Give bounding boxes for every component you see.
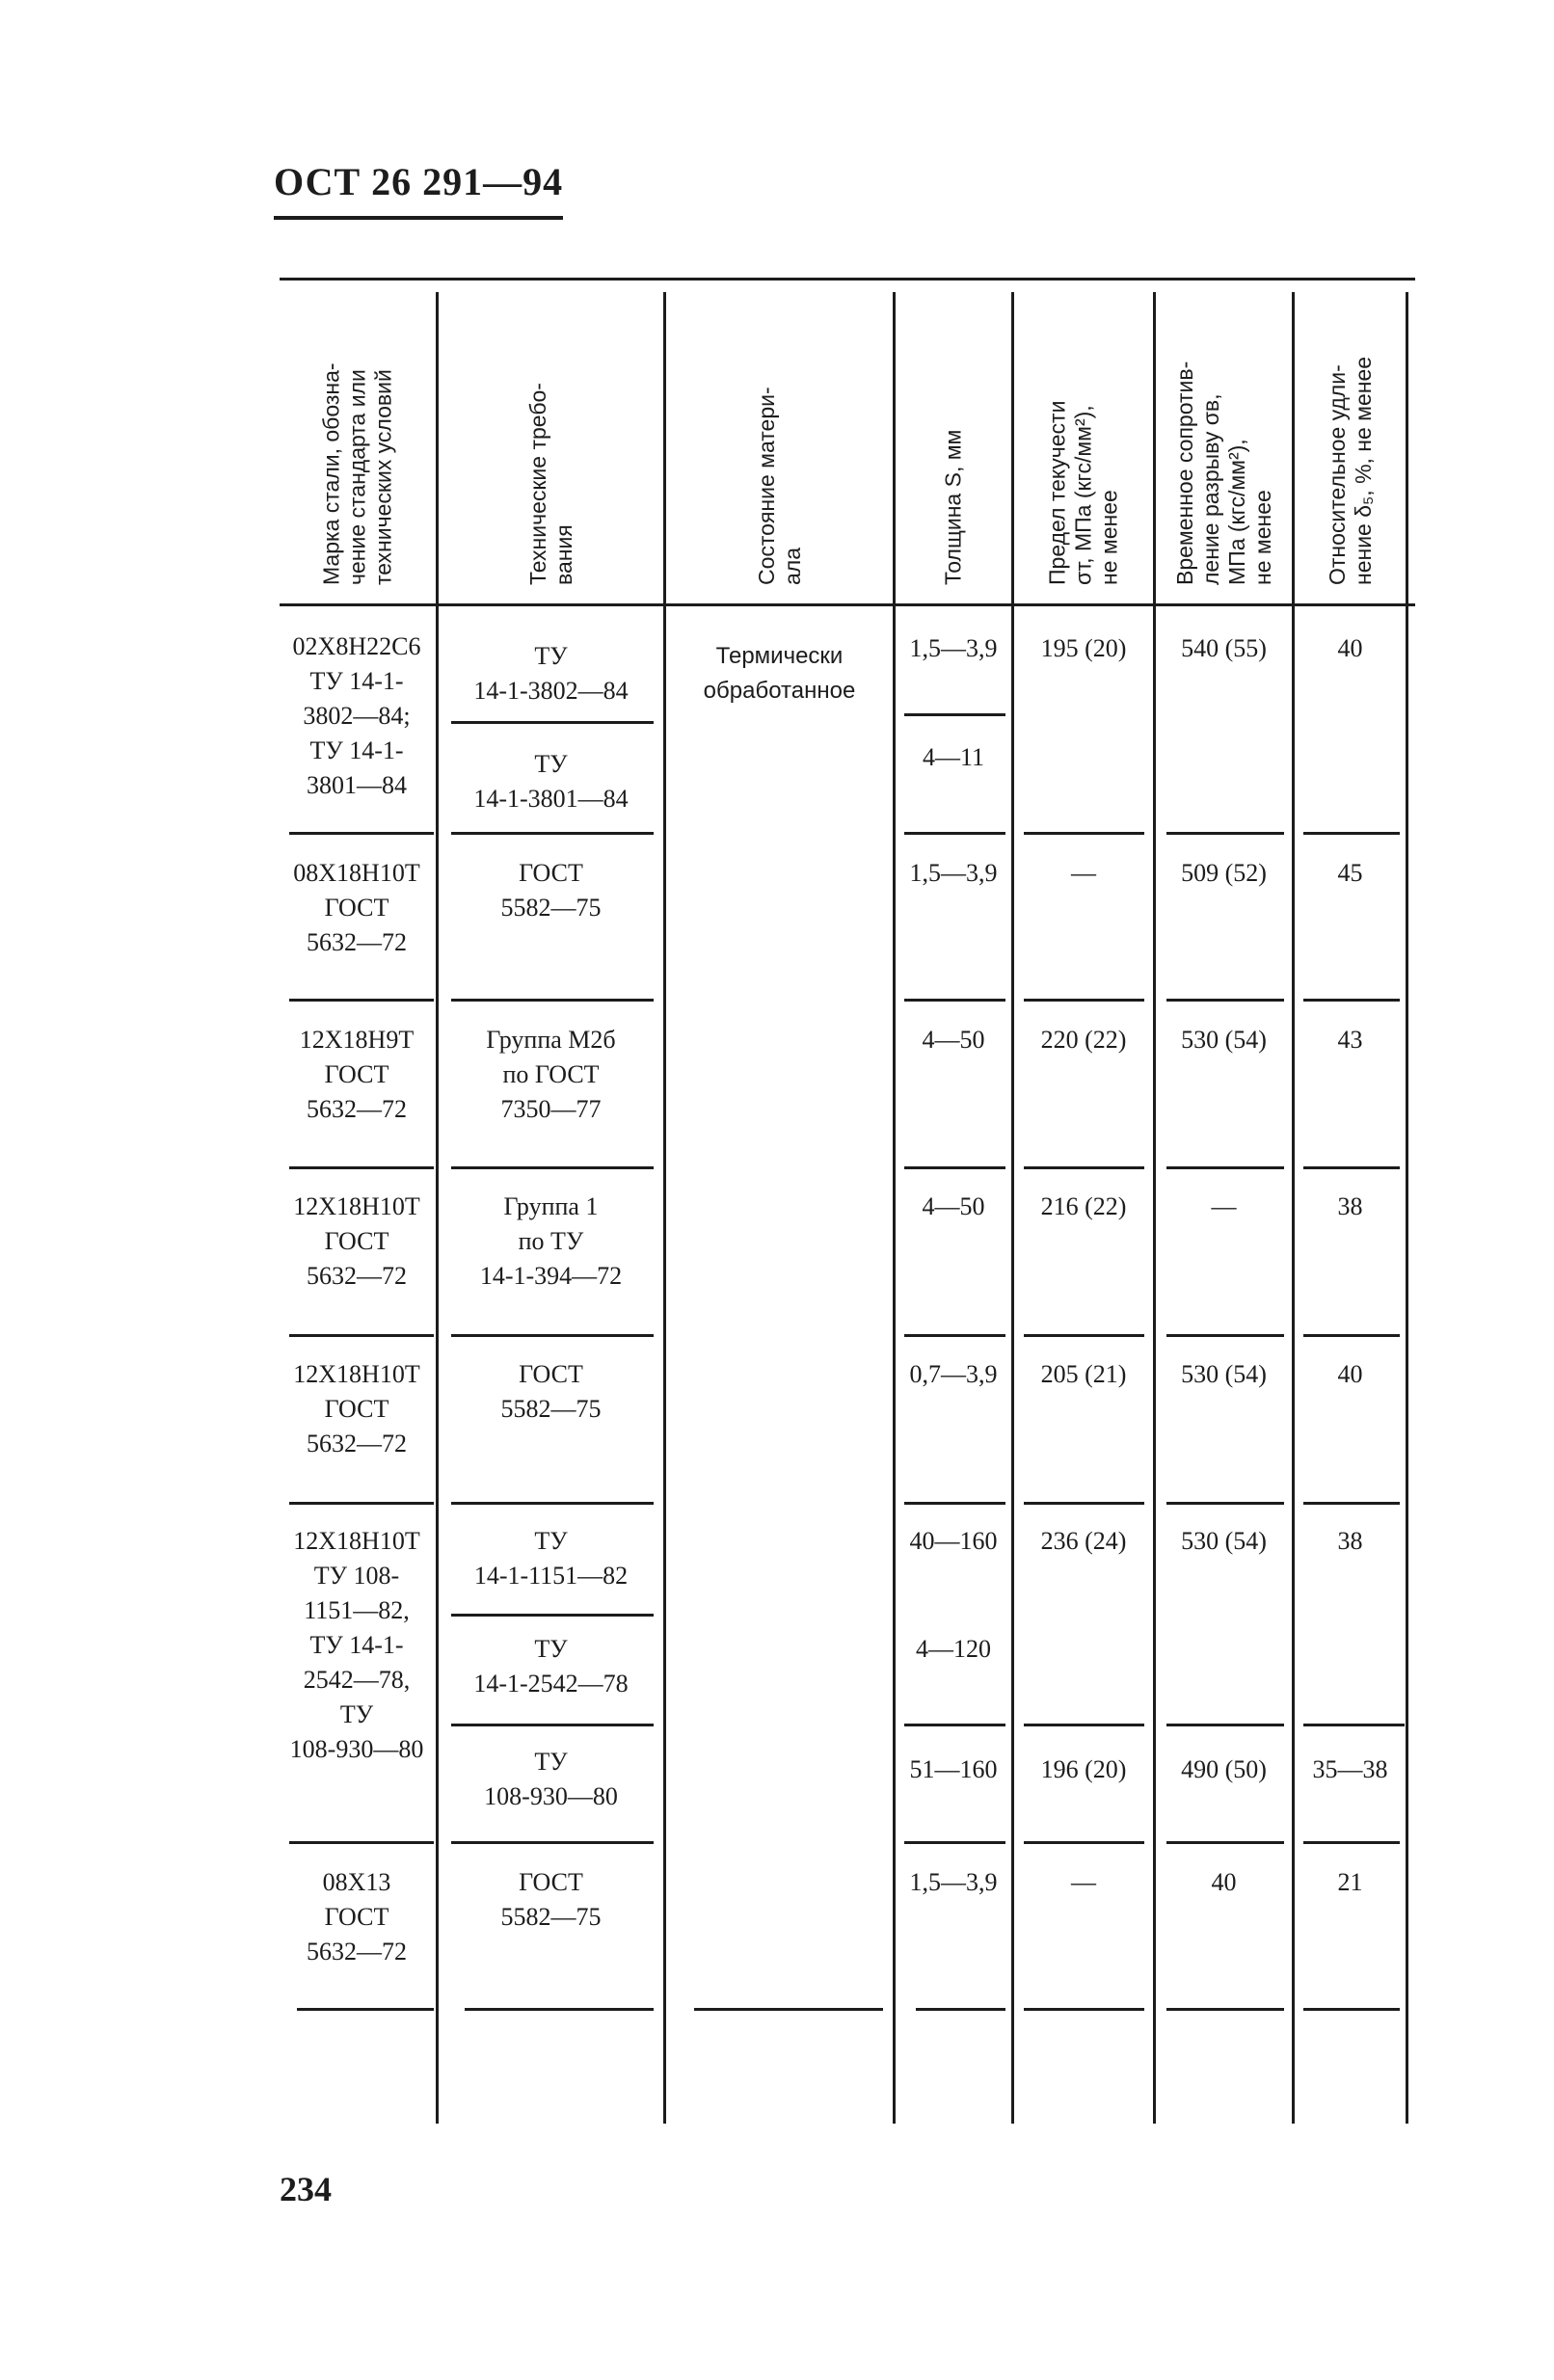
table-cell-requirements: ТУ 14-1-3801—84 — [473, 750, 629, 813]
table-cell-requirements: ГОСТ 5582—75 — [500, 859, 602, 922]
table-cell-elongation: 43 — [1337, 1026, 1363, 1054]
table-cell-yield: — — [1071, 859, 1096, 887]
row-rule — [1024, 1166, 1144, 1169]
sub-row-rule — [1024, 1724, 1144, 1726]
table-cell-elongation: 40 — [1337, 1360, 1363, 1388]
column-header-steel-grade: Марка стали, обозна- чение стандарта или технических условий — [318, 362, 396, 585]
row-rule — [289, 1166, 434, 1169]
row-rule — [1303, 1166, 1400, 1169]
table-cell-tensile: 530 (54) — [1181, 1360, 1267, 1388]
row-rule — [297, 2008, 434, 2011]
row-rule — [1166, 832, 1284, 835]
steel-properties-table — [280, 278, 1415, 2124]
row-rule — [451, 999, 654, 1002]
row-rule — [904, 1841, 1005, 1844]
row-rule — [451, 1166, 654, 1169]
row-rule — [1166, 1166, 1284, 1169]
row-rule — [904, 1502, 1005, 1505]
row-rule — [1024, 1841, 1144, 1844]
column-header-yield-strength: Предел текучести σт, МПа (кгс/мм²), не менее — [1044, 400, 1122, 585]
column-header-material-condition: Состояние матери- ала — [753, 387, 805, 585]
table-cell-steel: 08Х13 ГОСТ 5632—72 — [307, 1868, 407, 1966]
row-rule — [289, 999, 434, 1002]
table-cell-yield: 236 (24) — [1040, 1527, 1127, 1555]
table-cell-requirements: Группа 1 по ТУ 14-1-394—72 — [479, 1192, 623, 1290]
row-rule — [1303, 2008, 1400, 2011]
row-rule — [1024, 999, 1144, 1002]
table-cell-yield: 196 (20) — [1040, 1755, 1127, 1783]
row-rule — [451, 1502, 654, 1505]
sub-row-rule — [1303, 1724, 1405, 1726]
column-header-tensile-strength: Временное сопротив- ление разрыву σв, МПа (кгс/мм²), не менее — [1171, 361, 1275, 585]
table-cell-steel: 12Х18Н10Т ГОСТ 5632—72 — [293, 1360, 420, 1457]
table-cell-tensile: 40 — [1211, 1868, 1237, 1896]
sub-row-rule — [1166, 1724, 1284, 1726]
row-rule — [916, 2008, 1005, 2011]
table-cell-yield: 216 (22) — [1040, 1192, 1127, 1220]
header-bottom-rule — [280, 603, 1415, 606]
sub-row-rule — [451, 721, 654, 724]
row-rule — [451, 1334, 654, 1337]
table-cell-thickness: 4—120 — [916, 1635, 991, 1663]
row-rule — [1024, 1502, 1144, 1505]
table-cell-thickness: 1,5—3,9 — [909, 859, 998, 887]
table-cell-thickness: 40—160 — [909, 1527, 998, 1555]
table-cell-tensile: — — [1211, 1192, 1237, 1220]
row-rule — [289, 1502, 434, 1505]
row-rule — [1166, 999, 1284, 1002]
table-cell-steel: 12Х18Н10Т ТУ 108- 1151—82, ТУ 14-1- 2542—78, ТУ 108-930—80 — [289, 1527, 424, 1763]
table-cell-yield: — — [1071, 1868, 1096, 1896]
table-cell-yield: 220 (22) — [1040, 1026, 1127, 1054]
row-rule — [289, 1334, 434, 1337]
row-rule — [451, 1841, 654, 1844]
table-top-rule — [280, 278, 1415, 281]
row-rule — [904, 832, 1005, 835]
row-rule — [1303, 1841, 1400, 1844]
table-cell-tensile: 490 (50) — [1181, 1755, 1267, 1783]
row-rule — [1166, 1502, 1284, 1505]
row-rule — [465, 2008, 654, 2011]
table-cell-elongation: 38 — [1337, 1192, 1363, 1220]
row-rule — [1166, 1841, 1284, 1844]
table-cell-requirements: ТУ 14-1-3802—84 — [473, 642, 629, 705]
table-cell-requirements: Группа М2б по ГОСТ 7350—77 — [486, 1026, 616, 1123]
row-rule — [1303, 999, 1400, 1002]
column-header-elongation: Относительное удли- нение δ₅, %, не менее — [1324, 356, 1376, 585]
table-cell-tensile: 530 (54) — [1181, 1527, 1267, 1555]
row-rule — [1303, 1502, 1400, 1505]
table-cell-thickness: 4—11 — [922, 743, 985, 771]
row-rule — [451, 832, 654, 835]
table-cell-elongation: 45 — [1337, 859, 1363, 887]
row-rule — [1024, 2008, 1144, 2011]
table-cell-condition: Термически обработанное — [703, 643, 856, 704]
row-rule — [1303, 832, 1400, 835]
table-cell-requirements: ТУ 108-930—80 — [484, 1748, 618, 1810]
column-header-thickness: Толщина S, мм — [940, 429, 966, 585]
document-code: ОСТ 26 291—94 — [274, 159, 563, 220]
table-cell-steel: 08Х18Н10Т ГОСТ 5632—72 — [293, 859, 420, 956]
sub-row-rule — [904, 1724, 1005, 1726]
row-rule — [1024, 1334, 1144, 1337]
table-cell-thickness: 4—50 — [922, 1192, 985, 1220]
table-cell-requirements: ТУ 14-1-2542—78 — [473, 1635, 629, 1698]
row-rule — [904, 1334, 1005, 1337]
row-rule — [1303, 1334, 1400, 1337]
table-cell-thickness: 1,5—3,9 — [909, 1868, 998, 1896]
table-cell-requirements: ГОСТ 5582—75 — [500, 1360, 602, 1423]
table-cell-requirements: ГОСТ 5582—75 — [500, 1868, 602, 1931]
sub-row-rule — [451, 1614, 654, 1617]
sub-row-rule — [904, 713, 1005, 716]
row-rule — [1024, 832, 1144, 835]
table-cell-elongation: 35—38 — [1312, 1755, 1388, 1783]
row-rule — [694, 2008, 883, 2011]
table-cell-requirements: ТУ 14-1-1151—82 — [473, 1527, 629, 1590]
table-cell-elongation: 21 — [1337, 1868, 1363, 1896]
row-rule — [1166, 2008, 1284, 2011]
table-cell-steel: 02Х8Н22С6 ТУ 14-1- 3802—84; ТУ 14-1- 3801—84 — [292, 632, 421, 799]
table-cell-thickness: 0,7—3,9 — [909, 1360, 998, 1388]
table-cell-yield: 195 (20) — [1040, 634, 1127, 662]
table-cell-steel: 12Х18Н9Т ГОСТ 5632—72 — [299, 1026, 415, 1123]
table-cell-elongation: 38 — [1337, 1527, 1363, 1555]
table-cell-yield: 205 (21) — [1040, 1360, 1127, 1388]
table-cell-steel: 12Х18Н10Т ГОСТ 5632—72 — [293, 1192, 420, 1290]
table-cell-thickness: 51—160 — [909, 1755, 998, 1783]
table-cell-elongation: 40 — [1337, 634, 1363, 662]
table-cell-thickness: 1,5—3,9 — [909, 634, 998, 662]
row-rule — [904, 999, 1005, 1002]
row-rule — [904, 1166, 1005, 1169]
row-rule — [1166, 1334, 1284, 1337]
table-cell-tensile: 530 (54) — [1181, 1026, 1267, 1054]
row-rule — [289, 832, 434, 835]
row-rule — [289, 1841, 434, 1844]
column-header-requirements: Технические требо- вания — [524, 383, 576, 585]
table-cell-thickness: 4—50 — [922, 1026, 985, 1054]
table-cell-tensile: 540 (55) — [1181, 634, 1267, 662]
table-cell-tensile: 509 (52) — [1181, 859, 1267, 887]
col-divider — [1406, 292, 1408, 2124]
sub-row-rule — [451, 1724, 654, 1726]
page-number: 234 — [280, 2170, 332, 2208]
